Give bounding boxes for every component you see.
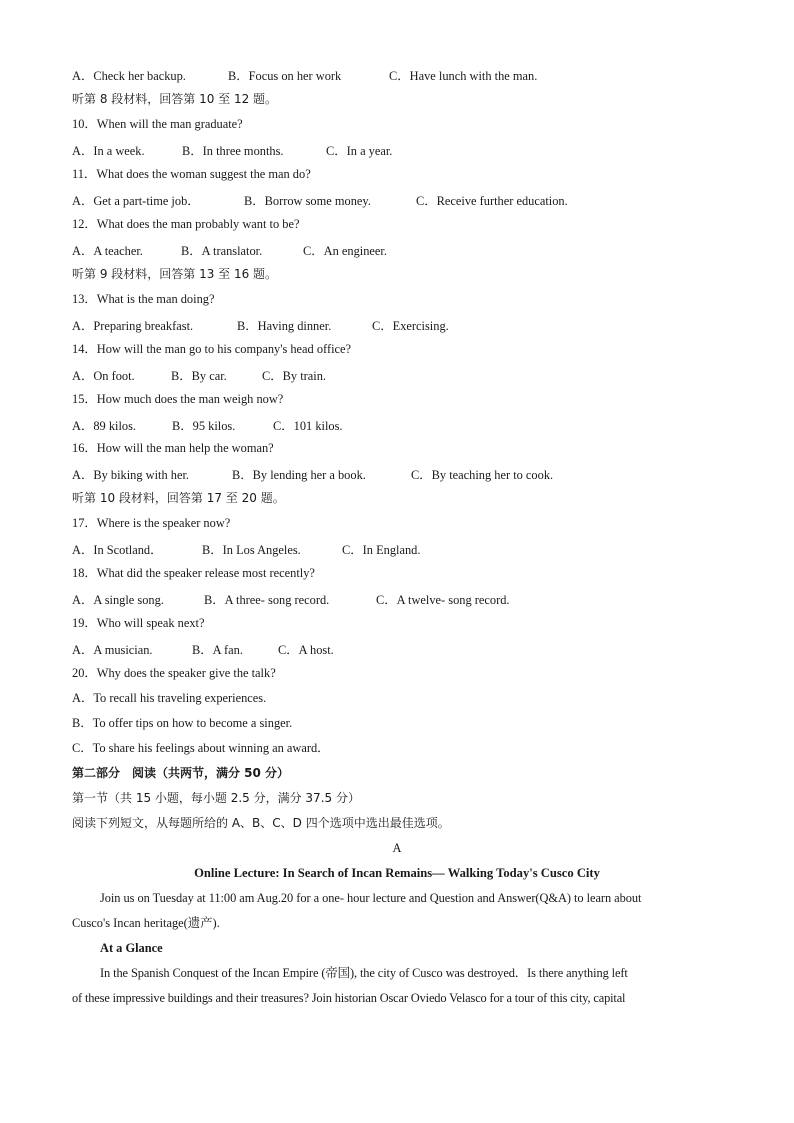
- q13-option-b: B．Having dinner.: [237, 319, 332, 333]
- option-prev-a: A．Check her backup.: [72, 69, 186, 83]
- q15-option-a: A．89 kilos.: [72, 419, 137, 433]
- q11-option-c: C．Receive further education.: [416, 194, 568, 208]
- question-10: 10．When will the man graduate?: [72, 117, 243, 131]
- q18-option-b: B．A three- song record.: [204, 593, 330, 607]
- reading-instruction: 阅读下列短文，从每题所给的 A、B、C、D 四个选项中选出最佳选项。: [72, 816, 450, 830]
- q20-option-a: A．To recall his traveling experiences.: [72, 691, 267, 705]
- glance-paragraph-line-1: In the Spanish Conquest of the Incan Empire (帝国), the city of Cusco was destroyed．Is there anything left: [100, 966, 628, 980]
- question-13: 13．What is the man doing?: [72, 292, 215, 306]
- passage-title: Online Lecture: In Search of Incan Remains— Walking Today's Cusco City: [194, 866, 600, 880]
- question-18: 18．What did the speaker release most recently?: [72, 566, 315, 580]
- q17-option-b: B．In Los Angeles.: [202, 543, 301, 557]
- section8-heading: 听第 8 段材料，回答第 10 至 12 题。: [72, 92, 278, 106]
- q17-option-c: C．In England.: [342, 543, 421, 557]
- q11-option-a: A．Get a part-time job．: [72, 194, 200, 208]
- section10-heading: 听第 10 段材料，回答第 17 至 20 题。: [72, 491, 285, 505]
- option-prev-c: C．Have lunch with the man.: [389, 69, 538, 83]
- q10-option-c: C．In a year.: [326, 144, 393, 158]
- q12-option-b: B．A translator.: [181, 244, 263, 258]
- q19-option-c: C．A host.: [278, 643, 334, 657]
- reading-section-heading: 第一节（共 15 小题，每小题 2.5 分，满分 37.5 分）: [72, 791, 360, 805]
- q13-option-c: C．Exercising.: [372, 319, 449, 333]
- question-19: 19．Who will speak next?: [72, 616, 205, 630]
- q18-option-a: A．A single song.: [72, 593, 164, 607]
- q16-option-a: A．By biking with her.: [72, 468, 190, 482]
- question-14: 14．How will the man go to his company's head office?: [72, 342, 352, 356]
- q14-option-a: A．On foot.: [72, 369, 135, 383]
- question-12: 12．What does the man probably want to be?: [72, 217, 300, 231]
- section9-heading: 听第 9 段材料，回答第 13 至 16 题。: [72, 267, 278, 281]
- question-17: 17．Where is the speaker now?: [72, 516, 231, 530]
- q20-option-b: B．To offer tips on how to become a singer.: [72, 716, 293, 730]
- q16-option-c: C．By teaching her to cook.: [411, 468, 554, 482]
- question-11: 11．What does the woman suggest the man do?: [72, 167, 311, 181]
- glance-paragraph-line-2: of these impressive buildings and their treasures? Join historian Oscar Oviedo Velasco for a tour of this city, capital: [72, 991, 626, 1005]
- at-a-glance-heading: At a Glance: [100, 941, 163, 955]
- passage-letter: A: [392, 841, 402, 855]
- q19-option-a: A．A musician.: [72, 643, 153, 657]
- reading-part-heading: 第二部分 阅读（共两节，满分 50 分）: [72, 766, 290, 780]
- option-prev-b: B．Focus on her work: [228, 69, 342, 83]
- q20-option-c: C．To share his feelings about winning an award．: [72, 741, 330, 755]
- q15-option-c: C．101 kilos.: [273, 419, 343, 433]
- q12-option-c: C．An engineer.: [303, 244, 387, 258]
- q12-option-a: A．A teacher.: [72, 244, 143, 258]
- intro-paragraph-line-1: Join us on Tuesday at 11:00 am Aug.20 for a one- hour lecture and Question and Answer(Q&A) to learn about: [100, 891, 642, 905]
- question-20: 20．Why does the speaker give the talk?: [72, 666, 276, 680]
- q17-option-a: A．In Scotland．: [72, 543, 163, 557]
- q11-option-b: B．Borrow some money.: [244, 194, 371, 208]
- q10-option-a: A．In a week.: [72, 144, 145, 158]
- q15-option-b: B．95 kilos.: [172, 419, 236, 433]
- question-15: 15．How much does the man weigh now?: [72, 392, 284, 406]
- q14-option-c: C．By train.: [262, 369, 327, 383]
- q13-option-a: A．Preparing breakfast.: [72, 319, 194, 333]
- intro-paragraph-line-2: Cusco's Incan heritage(遗产).: [72, 916, 220, 930]
- question-16: 16．How will the man help the woman?: [72, 441, 274, 455]
- q18-option-c: C．A twelve- song record.: [376, 593, 510, 607]
- q19-option-b: B．A fan.: [192, 643, 243, 657]
- q14-option-b: B．By car.: [171, 369, 227, 383]
- q10-option-b: B．In three months.: [182, 144, 284, 158]
- q16-option-b: B．By lending her a book.: [232, 468, 366, 482]
